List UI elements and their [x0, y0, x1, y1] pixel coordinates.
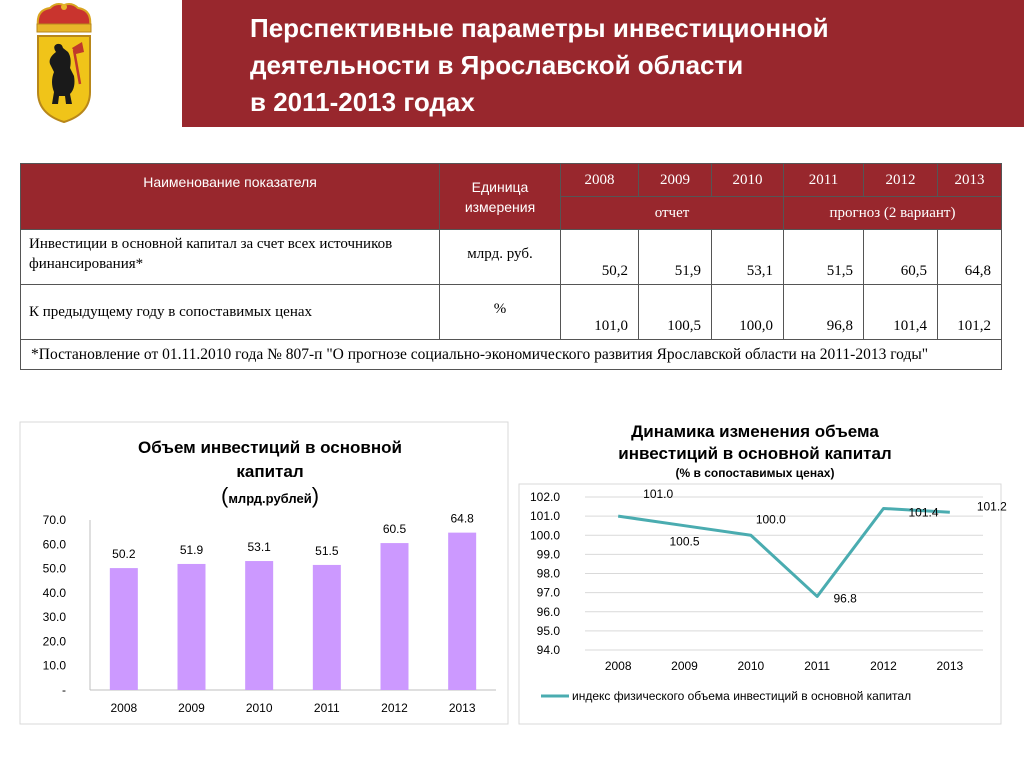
line-chart-y-tick-label: 95.0 [536, 623, 560, 638]
page-title [250, 10, 1010, 121]
line-data-label: 101.0 [643, 487, 674, 502]
table-row [21, 230, 1002, 285]
bar [178, 564, 206, 690]
bar-data-label: 60.5 [382, 522, 407, 537]
line-chart-y-tick-label: 97.0 [536, 585, 560, 600]
line-chart-x-tick-label: 2009 [671, 659, 698, 673]
bar-chart-y-tick-label: 40.0 [42, 585, 66, 600]
bar-chart-y-tick-label: 10.0 [42, 658, 66, 673]
bar [448, 533, 476, 690]
bar-chart-title-line-2: капитал [236, 462, 304, 481]
row-value: 64,8 [938, 230, 1002, 285]
line-chart-y-tick-label: 102.0 [529, 490, 560, 504]
header-year: 2013 [938, 164, 1002, 197]
line-data-label: 101.2 [976, 499, 1007, 514]
bar [381, 543, 409, 690]
line-data-label: 96.8 [833, 591, 857, 606]
table-row [21, 285, 1002, 340]
yaroslavl-coat-of-arms-icon [24, 2, 104, 124]
header-year: 2009 [639, 164, 712, 197]
title-line-2: деятельности в Ярославской области [250, 50, 744, 80]
row-value: 101,0 [561, 285, 639, 340]
line-chart-frame [519, 484, 1001, 724]
line-chart-title-line-1: Динамика изменения объема [631, 422, 879, 441]
line-chart-subtitle: (% в сопоставимых ценах) [675, 466, 835, 480]
bar-chart-x-tick-label: 2010 [245, 701, 273, 715]
row-value: 51,9 [639, 230, 712, 285]
bar-chart-title-line-1: Объем инвестиций в основной [138, 438, 402, 457]
line-chart-title-line-2: инвестиций в основной капитал [618, 444, 892, 463]
header-year: 2012 [864, 164, 938, 197]
line-data-label: 100.5 [669, 534, 700, 549]
line-data-label: 100.0 [755, 512, 786, 527]
row-value: 96,8 [784, 285, 864, 340]
line-chart-x-tick-label: 2010 [737, 659, 765, 673]
bar-data-label: 50.2 [112, 547, 136, 562]
bar [313, 565, 341, 690]
bar-chart-x-tick-label: 2008 [110, 701, 138, 715]
bar-chart-y-tick-label: 50.0 [42, 561, 66, 576]
row-value: 60,5 [864, 230, 938, 285]
row-value: 101,2 [938, 285, 1002, 340]
header-year: 2010 [712, 164, 784, 197]
bar-chart-x-tick-label: 2013 [448, 701, 476, 715]
header-report: отчет [561, 197, 784, 230]
row-value: 101,4 [864, 285, 938, 340]
row-value: 53,1 [712, 230, 784, 285]
table-header-row [21, 164, 1002, 197]
indicators-table [20, 163, 1002, 370]
row-value: 51,5 [784, 230, 864, 285]
bar-chart-y-tick-label: 70.0 [42, 513, 66, 527]
bar-chart-y-tick-label: 30.0 [42, 610, 66, 625]
row-value: 100,0 [712, 285, 784, 340]
line-chart-x-tick-label: 2013 [936, 659, 964, 673]
line-chart-y-tick-label: 98.0 [536, 566, 560, 581]
line-series [618, 508, 950, 596]
line-chart-y-tick-label: 94.0 [536, 643, 560, 657]
header-unit-line-1: Единица [471, 178, 529, 195]
bar [245, 561, 273, 690]
title-line-3: в 2011-2013 годах [250, 87, 475, 117]
header-unit-line-2: измерения [464, 198, 536, 215]
row-unit: млрд. руб. [440, 230, 561, 285]
row-value: 50,2 [561, 230, 639, 285]
line-chart-x-tick-label: 2011 [804, 659, 831, 673]
bar-chart-y-tick-label: 60.0 [42, 537, 66, 552]
line-chart-x-tick-label: 2012 [870, 659, 897, 673]
header-forecast: прогноз (2 вариант) [784, 197, 1002, 230]
line-chart-y-tick-label: 99.0 [536, 547, 560, 562]
row-name: К предыдущему году в сопоставимых ценах [21, 285, 440, 340]
bar-chart-unit: (млрд.рублей) [220, 483, 320, 508]
bar-chart-x-tick-label: 2012 [381, 701, 408, 715]
header-indicator: Наименование показателя [21, 164, 440, 230]
bar-chart-y-tick-label: 20.0 [42, 634, 66, 649]
legend-label: индекс физического объема инвестиций в основной капитал [572, 689, 912, 703]
bar-chart-title [90, 436, 450, 511]
line-data-label: 101.4 [908, 505, 939, 520]
row-name: Инвестиции в основной капитал за счет всех источников финансирования* [21, 230, 440, 285]
footnote: *Постановление от 01.11.2010 года № 807-п "О прогнозе социально-экономического развития Ярославской области на 2011-2013 годы" [21, 340, 1002, 370]
header-unit [440, 164, 561, 230]
line-chart-y-tick-label: 100.0 [529, 528, 560, 543]
title-line-1: Перспективные параметры инвестиционной [250, 13, 829, 43]
bar-chart-unit-text: млрд.рублей [228, 491, 312, 506]
bar-data-label: 51.9 [179, 542, 204, 557]
row-unit: % [440, 285, 561, 340]
header-year: 2008 [561, 164, 639, 197]
bar [110, 568, 138, 690]
line-chart-y-tick-label: 101.0 [529, 509, 560, 524]
line-chart-y-tick-label: 96.0 [536, 604, 560, 619]
header-year: 2011 [784, 164, 864, 197]
bar-data-label: 51.5 [315, 543, 339, 558]
bar-data-label: 53.1 [247, 540, 271, 555]
bar-chart-y-tick-label: - [62, 683, 66, 697]
table-footnote-row [21, 340, 1002, 370]
line-chart-x-tick-label: 2008 [604, 659, 632, 673]
line-chart-title [560, 421, 950, 481]
bar-chart-x-tick-label: 2011 [313, 701, 340, 715]
row-value: 100,5 [639, 285, 712, 340]
bar-data-label: 64.8 [450, 511, 474, 526]
bar-chart-x-tick-label: 2009 [178, 701, 205, 715]
